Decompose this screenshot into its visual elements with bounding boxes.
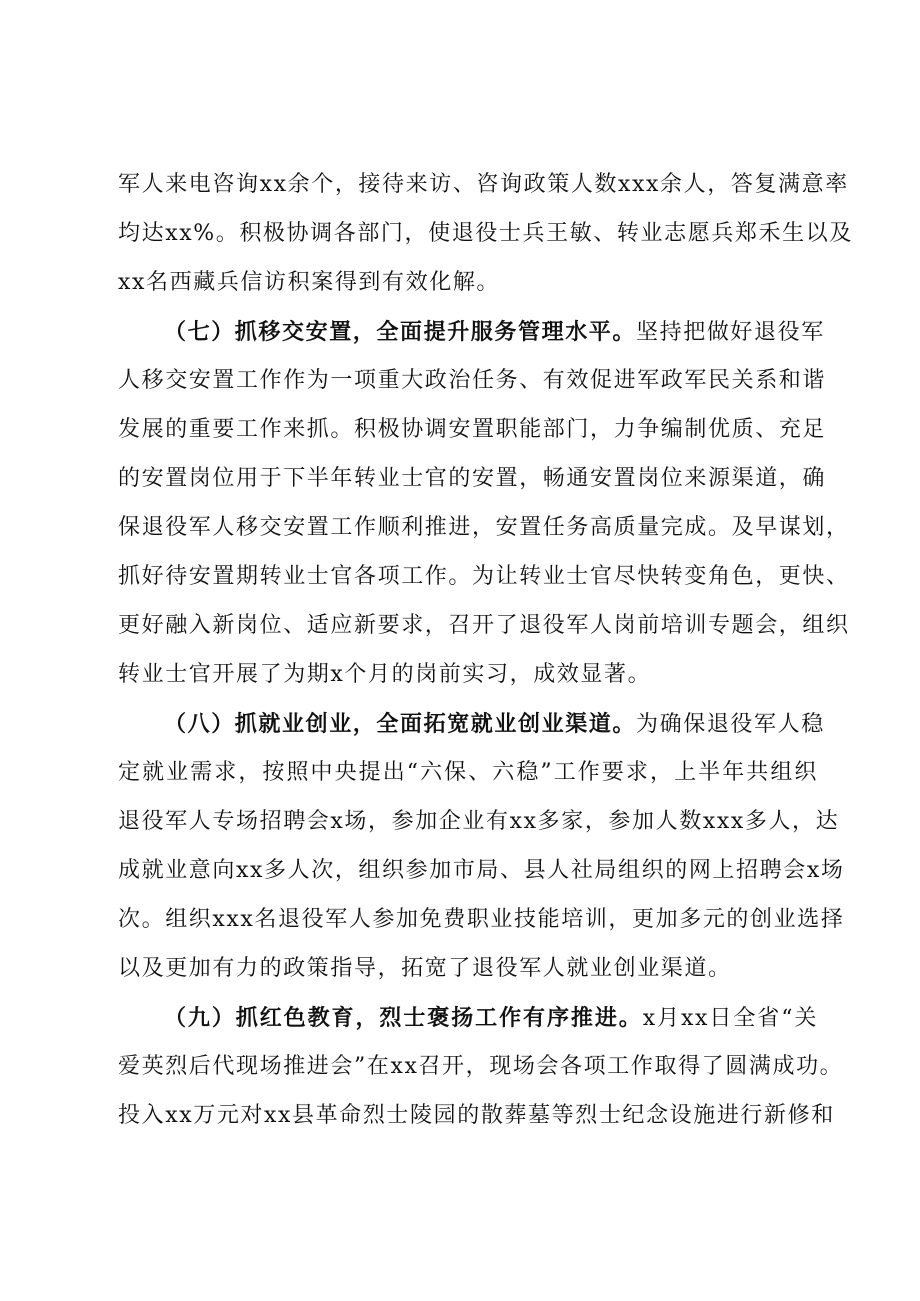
- text-line: 定就业需求，按照中央提出“六保、六稳”工作要求，上半年共组织: [118, 760, 818, 785]
- section-8-first-line-text: 为确保退役军人稳: [636, 712, 825, 737]
- section-7-first-line-text: 坚持把做好退役军: [636, 320, 825, 345]
- section-9-heading: （九）抓红色教育，烈士褒扬工作有序推进。: [164, 1005, 643, 1031]
- text-line: 抓好待安置期转业士官各项工作。为让转业士官尽快转变角色，更快、: [118, 564, 850, 589]
- text-line: 次。组织xxx名退役军人参加免费职业技能培训，更加多元的创业选择: [118, 907, 845, 932]
- text-line: 以及更加有力的政策指导，拓宽了退役军人就业创业渠道。: [118, 956, 732, 981]
- section-8-heading: （八）抓就业创业，全面拓宽就业创业渠道。: [164, 711, 637, 737]
- section-8-first-line: [164, 699, 825, 749]
- text-line: 成就业意向xx多人次，组织参加市局、县人社局组织的网上招聘会x场: [118, 858, 845, 883]
- text-line: 均达xx%。积极协调各部门，使退役士兵王敏、转业志愿兵郑禾生以及: [118, 221, 853, 246]
- section-7-heading: （七）抓移交安置，全面提升服务管理水平。: [164, 319, 637, 345]
- text-line: 更好融入新岗位、适应新要求，召开了退役军人岗前培训专题会，组织: [118, 613, 850, 638]
- text-line: xx名西藏兵信访积案得到有效化解。: [118, 270, 501, 295]
- text-line: 转业士官开展了为期x个月的岗前实习，成效显著。: [118, 662, 652, 687]
- text-line: 发展的重要工作来抓。积极协调安置职能部门，力争编制优质、充足: [118, 417, 827, 442]
- text-line: 人移交安置工作作为一项重大政治任务、有效促进军政军民关系和谐: [118, 368, 827, 393]
- text-line: 退役军人专场招聘会x场，参加企业有xx多家，参加人数xxx多人，达: [118, 809, 840, 834]
- text-line: 保退役军人移交安置工作顺利推进，安置任务高质量完成。及早谋划，: [118, 515, 850, 540]
- text-line: 的安置岗位用于下半年转业士官的安置，畅通安置岗位来源渠道，确: [118, 466, 827, 491]
- text-line: 投入xx万元对xx县革命烈士陵园的散葬墓等烈士纪念设施进行新修和: [118, 1103, 835, 1128]
- section-7-first-line: [164, 307, 825, 357]
- section-9-first-line-text: x月xx日全省“关: [642, 1006, 818, 1031]
- text-line: 军人来电咨询xx余个，接待来访、咨询政策人数xxx余人，答复满意率: [118, 172, 849, 197]
- text-line: 爱英烈后代现场推进会”在xx召开，现场会各项工作取得了圆满成功。: [118, 1054, 844, 1079]
- section-9-first-line: [164, 993, 818, 1043]
